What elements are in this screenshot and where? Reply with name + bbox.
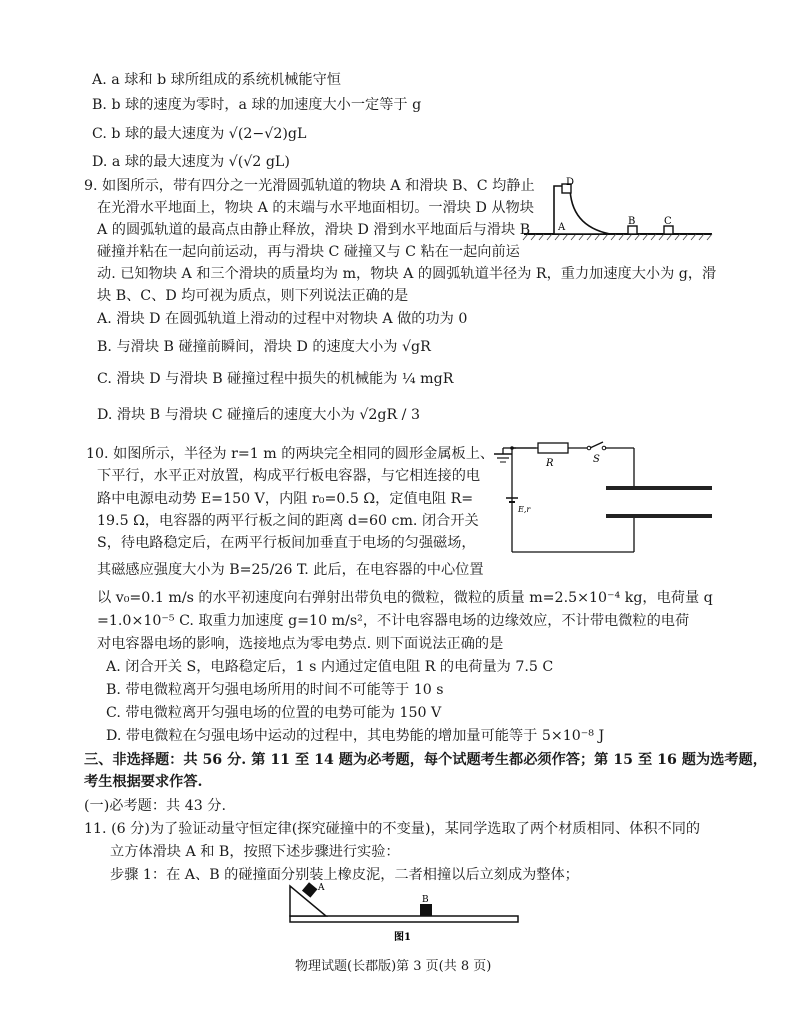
label-b: B [422,895,429,905]
q8-option-a: A. a 球和 b 球所组成的系统机械能守恒 [92,72,341,88]
label-a: A [558,222,566,233]
q9-stem-line: 9. 如图所示，带有四分之一光滑圆弧轨道的物块 A 和滑块 B、C 均静止 [84,178,535,194]
q10-stem-line: 对电容器电场的影响，选接地点为零电势点. 则下面说法正确的是 [97,636,504,652]
block-a [302,882,317,897]
q10-option-c: C. 带电微粒离开匀强电场的位置的电势可能为 150 V [106,705,442,721]
q10-circuit-figure [476,440,726,560]
label-s: S [593,454,600,465]
slider-b [628,226,637,234]
q9-stem-line: 在光滑水平地面上，物块 A 的末端与水平地面相切。一滑块 D 从物块 [97,200,534,216]
q10-option-b: B. 带电微粒离开匀强电场所用的时间不可能等于 10 s [106,682,444,698]
block-b [420,904,432,916]
q10-option-a: A. 闭合开关 S，电路稳定后，1 s 内通过定值电阻 R 的电荷量为 7.5 C [106,659,554,675]
q8-option-c: C. b 球的最大速度为 √(2−√2)gL [92,126,307,142]
q11-stem-line: 11. (6 分)为了验证动量守恒定律(探究碰撞中的不变量)，某同学选取了两个材质相同、体积不同的 [84,821,701,837]
label-c: C [664,216,672,227]
q10-stem-line: 10. 如图所示，半径为 r=1 m 的两块完全相同的圆形金属板上、 [86,446,495,462]
q10-stem-line: 下平行，水平正对放置，构成平行板电容器，与它相连接的电 [97,468,481,484]
page-footer: 物理试题(长郡版)第 3 页(共 8 页) [295,959,492,974]
q9-stem-line: 碰撞并粘在一起向前运动，再与滑块 C 碰撞又与 C 粘在一起向前运 [97,244,520,260]
q10-option-d: D. 带电微粒在匀强电场中运动的过程中，其电势能的增加量可能等于 5×10⁻⁸ J [106,728,605,744]
q9-stem-line: 块 B、C、D 均可视为质点，则下列说法正确的是 [97,288,409,304]
label-er: E,r [518,505,531,514]
q9-option-b: B. 与滑块 B 碰撞前瞬间，滑块 D 的速度大小为 √gR [97,339,431,355]
section-heading-cont: 考生根据要求作答. [84,774,203,790]
subsection-heading: (一)必考题：共 43 分. [84,798,226,814]
q11-figure-1 [286,880,526,944]
track [290,916,518,922]
slider-c [664,226,673,234]
label-d: D [566,177,575,188]
q10-stem-line: =1.0×10⁻⁵ C. 取重力加速度 g=10 m/s²，不计电容器电场的边缘效应，不计带电微粒的电荷 [97,613,690,629]
q9-figure [518,176,718,246]
q10-stem-line: 路中电源电动势 E=150 V，内阻 r₀=0.5 Ω，定值电阻 R= [97,491,474,507]
q10-stem-line: 以 v₀=0.1 m/s 的水平初速度向右弹射出带负电的微粒，微粒的质量 m=2.5×10⁻⁴ kg，电荷量 q [97,590,713,606]
label-a: A [318,883,325,893]
q8-option-d: D. a 球的最大速度为 √(√2 gL) [92,154,290,170]
figure-caption: 图1 [394,932,411,943]
q10-stem-line: 其磁感应强度大小为 B=25/26 T. 此后，在电容器的中心位置 [97,562,484,578]
q9-option-d: D. 滑块 B 与滑块 C 碰撞后的速度大小为 √2gR / 3 [97,407,421,423]
label-b: B [628,216,636,227]
capacitor-bottom-plate [606,514,712,518]
q11-stem-line: 立方体滑块 A 和 B，按照下述步骤进行实验： [110,844,400,860]
q9-stem-line: A 的圆弧轨道的最高点由静止释放，滑块 D 滑到水平地面后与滑块 B [97,222,531,238]
label-r: R [546,458,554,469]
capacitor-top-plate [606,486,712,490]
q8-option-b: B. b 球的速度为零时，a 球的加速度大小一定等于 g [92,97,422,113]
q10-stem-line: 19.5 Ω，电容器的两平行板之间的距离 d=60 cm. 闭合开关 [97,513,479,529]
switch-s [590,442,603,448]
q9-option-c: C. 滑块 D 与滑块 B 碰撞过程中损失的机械能为 ¼ mgR [97,371,454,387]
section-heading: 三、非选择题：共 56 分. 第 11 至 14 题为必考题，每个试题考生都必须作答；第 15 至 16 题为选考题， [84,752,767,768]
q10-stem-line: S，待电路稳定后，在两平行板间加垂直于电场的匀强磁场， [97,535,476,551]
resistor-r [538,443,568,453]
q9-option-a: A. 滑块 D 在圆弧轨道上滑动的过程中对物块 A 做的功为 0 [97,311,468,327]
q11-step-1: 步骤 1：在 A、B 的碰撞面分别装上橡皮泥，二者相撞以后立刻成为整体； [110,867,579,883]
q9-stem-line: 动. 已知物块 A 和三个滑块的质量均为 m，物块 A 的圆弧轨道半径为 R，重力加速度大小为 g，滑 [97,266,717,282]
